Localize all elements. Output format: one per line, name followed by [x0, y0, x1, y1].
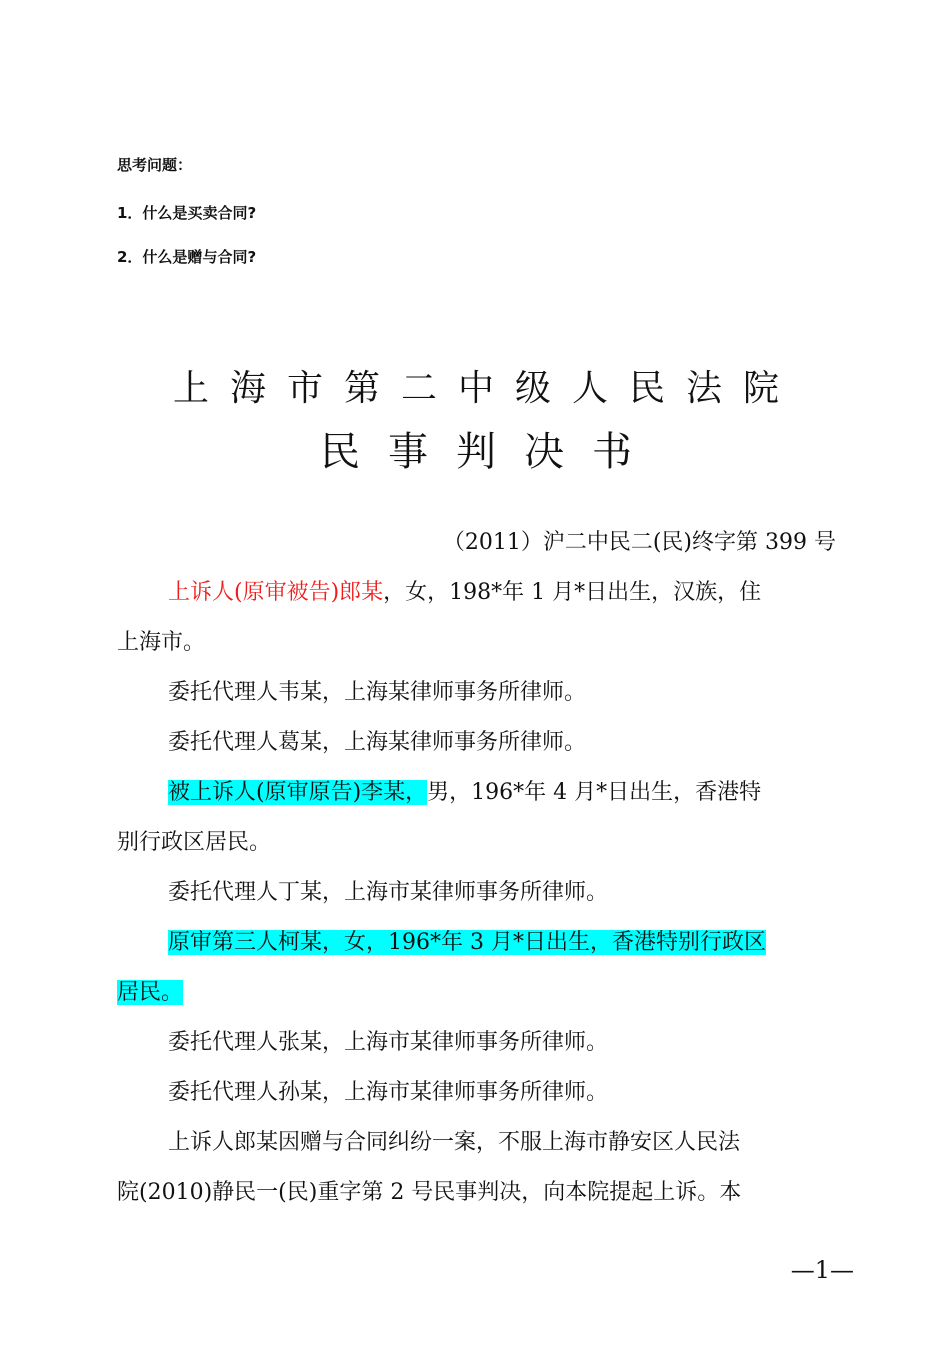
third-party-text-cont: 居民。 — [117, 980, 184, 1005]
third-party-line — [168, 926, 766, 960]
body-paragraph-line-2: 院(2010)静民一(民)重字第 2 号民事判决，向本院提起上诉。本 — [117, 1180, 742, 1205]
agent-4: 委托代理人张某，上海市某律师事务所律师。 — [168, 1030, 609, 1055]
appellee-details: 男，196*年 4 月*日出生，香港特 — [427, 780, 762, 805]
agent-1: 委托代理人韦某，上海某律师事务所律师。 — [168, 680, 587, 705]
appellant-line-cont: 上海市。 — [117, 630, 206, 655]
appellant-line — [168, 576, 761, 610]
appellee-line-cont: 别行政区居民。 — [117, 830, 272, 855]
body-paragraph-line-1: 上诉人郎某因赠与合同纠纷一案，不服上海市静安区人民法 — [168, 1130, 741, 1155]
third-party-text: 原审第三人柯某，女，196*年 3 月*日出生，香港特别行政区 — [168, 930, 766, 955]
appellant-label: 上诉人(原审被告)郎某 — [168, 580, 384, 605]
court-title: 上海市第二中级人民法院 — [172, 368, 800, 409]
appellant-details: ，女，198*年 1 月*日出生，汉族，住 — [383, 580, 762, 605]
appellee-line — [168, 776, 761, 810]
page-number: —1— — [790, 1256, 854, 1284]
case-number: （2011）沪二中民二(民)终字第 399 号 — [442, 530, 836, 555]
agent-2: 委托代理人葛某，上海某律师事务所律师。 — [168, 730, 587, 755]
document-type-title: 民事判决书 — [320, 429, 660, 475]
question-1: 1．什么是买卖合同? — [117, 204, 257, 222]
third-party-line-cont — [117, 976, 183, 1010]
agent-3: 委托代理人丁某，上海市某律师事务所律师。 — [168, 880, 609, 905]
questions-heading: 思考问题： — [117, 156, 193, 174]
question-2: 2．什么是赠与合同? — [117, 248, 257, 266]
appellee-label: 被上诉人(原审原告)李某， — [168, 780, 428, 805]
agent-5: 委托代理人孙某，上海市某律师事务所律师。 — [168, 1080, 609, 1105]
